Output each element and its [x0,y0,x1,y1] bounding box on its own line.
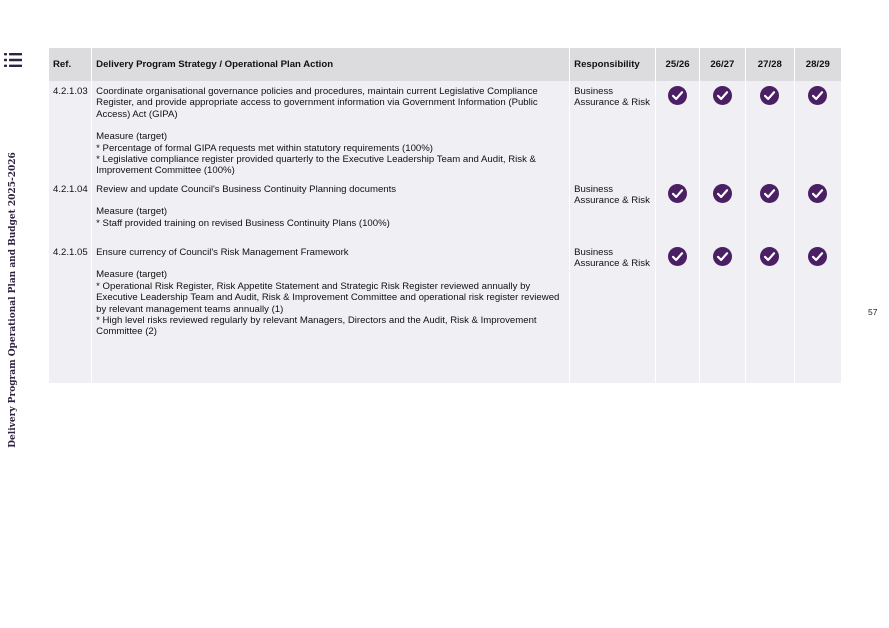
header-year-2: 26/27 [700,48,746,81]
measure-item: * High level risks reviewed regularly by relevant Managers, Directors and the Audit, Risk & Improvement Committee (2) [96,315,537,338]
row-action [92,242,570,383]
measure-heading: Measure (target) [96,131,168,143]
check-circle-icon [668,247,687,266]
table-header-row [49,48,841,81]
measure-item: * Percentage of formal GIPA requests met within statutory requirements (100%) [96,142,433,154]
action-text: Ensure currency of Council's Risk Management Framework [96,247,349,258]
check-circle-icon [808,184,827,203]
measure-item: * Legislative compliance register provided quarterly to the Executive Leadership Team and Audit, Risk & Improvement Committee (100%) [96,154,536,177]
check-circle-icon [668,184,687,203]
list-menu-icon[interactable] [4,52,22,68]
header-responsibility: Responsibility [570,48,656,81]
table-row [49,81,841,179]
check-circle-icon [713,247,732,266]
row-responsibility: Business Assurance & Risk [570,242,656,383]
measure-heading: Measure (target) [96,269,168,281]
action-text: Coordinate organisational governance policies and procedures, maintain current Legislative Compliance Register, and provide appropriate access to government information via Government Information (Public Access) Act (GIPA) [96,86,538,120]
header-year-4: 28/29 [795,48,841,81]
check-circle-icon [808,86,827,105]
row-responsibility: Business Assurance & Risk [570,81,656,179]
row-action [92,179,570,242]
header-year-1: 25/26 [656,48,699,81]
check-circle-icon [808,247,827,266]
page-number: 57 [868,307,878,317]
measure-item: * Operational Risk Register, Risk Appetite Statement and Strategic Risk Register reviewed annually by Executive Leadership Team and Audit, Risk & Improvement Committee and operational risk register reviewed by relevant management teams annually (1) [96,280,560,315]
check-circle-icon [760,86,779,105]
check-circle-icon [668,86,687,105]
row-ref: 4.2.1.04 [49,179,92,242]
row-ref: 4.2.1.05 [49,242,92,383]
header-ref: Ref. [49,48,92,81]
table-row [49,179,841,242]
check-circle-icon [713,184,732,203]
action-text: Review and update Council's Business Continuity Planning documents [96,184,397,195]
check-circle-icon [760,184,779,203]
header-action: Delivery Program Strategy / Operational Plan Action [92,48,570,81]
row-action [92,81,570,179]
operational-plan-table [49,48,841,383]
row-ref: 4.2.1.03 [49,81,92,179]
check-circle-icon [760,247,779,266]
document-title: Delivery Program Operational Plan and Budget 2025-2026 [8,152,18,448]
row-responsibility: Business Assurance & Risk [570,179,656,242]
measure-item: * Staff provided training on revised Business Continuity Plans (100%) [96,217,390,229]
header-year-3: 27/28 [746,48,795,81]
table-row [49,242,841,383]
check-circle-icon [713,86,732,105]
measure-heading: Measure (target) [96,206,168,218]
